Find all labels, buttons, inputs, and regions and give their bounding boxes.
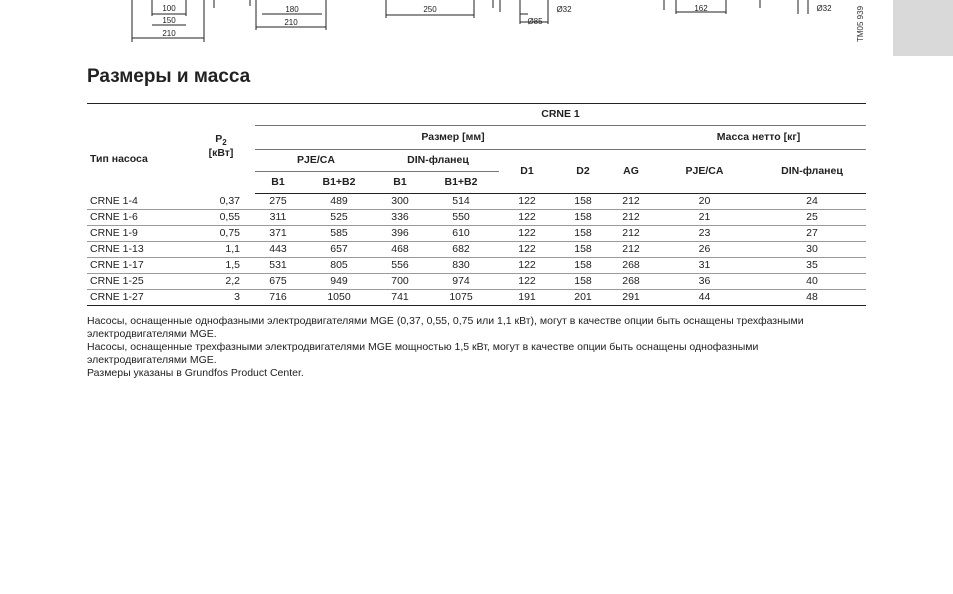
cell: 122 — [499, 194, 555, 210]
cell: 158 — [555, 242, 611, 258]
cell: 201 — [555, 290, 611, 306]
cell: 443 — [255, 242, 301, 258]
table-row — [87, 290, 866, 306]
cell: 268 — [611, 274, 651, 290]
pump-type: CRNE 1-13 — [87, 242, 187, 258]
footnotes — [87, 315, 857, 380]
pump-type: CRNE 1-25 — [87, 274, 187, 290]
col-p2: $P_2$ [кВт] — [208, 132, 234, 159]
cell: 830 — [423, 258, 499, 274]
cell: 36 — [651, 274, 758, 290]
p2-value: 3 — [187, 290, 255, 306]
cell: 212 — [611, 194, 651, 210]
cell: 30 — [758, 242, 866, 258]
cell: 291 — [611, 290, 651, 306]
cell: 158 — [555, 274, 611, 290]
cell: 675 — [255, 274, 301, 290]
cell: 1050 — [301, 290, 377, 306]
pump-type: CRNE 1-27 — [87, 290, 187, 306]
group-header: CRNE 1 — [255, 104, 866, 126]
table-row — [87, 210, 866, 226]
p2-value: 0,37 — [187, 194, 255, 210]
dim-label: 250 — [423, 5, 437, 14]
cell: 48 — [758, 290, 866, 306]
cell: 371 — [255, 226, 301, 242]
cell: 158 — [555, 210, 611, 226]
cell: 657 — [301, 242, 377, 258]
dim-label: Ø85 — [527, 17, 543, 26]
cell: 396 — [377, 226, 423, 242]
section-title: Размеры и масса — [87, 66, 251, 87]
dim-label: Ø32 — [816, 4, 832, 13]
cell: 531 — [255, 258, 301, 274]
col-din-b1b2: B1+B2 — [423, 172, 499, 194]
footnote: Размеры указаны в Grundfos Product Center. — [87, 367, 304, 379]
cell: 40 — [758, 274, 866, 290]
cell: 212 — [611, 210, 651, 226]
p2-value: 0,55 — [187, 210, 255, 226]
cell: 974 — [423, 274, 499, 290]
cell: 122 — [499, 274, 555, 290]
table-row — [87, 194, 866, 210]
page-tab-marker — [893, 0, 953, 56]
cell: 1075 — [423, 290, 499, 306]
cell: 716 — [255, 290, 301, 306]
p2-value: 1,5 — [187, 258, 255, 274]
cell: 212 — [611, 226, 651, 242]
cell: 122 — [499, 242, 555, 258]
dim-label: 150 — [162, 16, 176, 25]
cell: 489 — [301, 194, 377, 210]
col-d1: D1 — [499, 150, 555, 194]
din-flange-header: DIN-фланец — [377, 150, 499, 172]
table-row — [87, 258, 866, 274]
cell: 20 — [651, 194, 758, 210]
footnote: Насосы, оснащенные однофазными электродвигателями MGE (0,37, 0,55, 0,75 или 1,1 кВт), могут в качестве опции быть оснащены трехфазными электродвигателями MGE. — [87, 315, 804, 340]
cell: 468 — [377, 242, 423, 258]
dim-label: Ø32 — [556, 5, 572, 14]
pump-type: CRNE 1-9 — [87, 226, 187, 242]
cell: 158 — [555, 194, 611, 210]
col-mass-pje-ca: PJE/CA — [651, 150, 758, 194]
cell: 27 — [758, 226, 866, 242]
cell: 158 — [555, 258, 611, 274]
pje-ca-header: PJE/CA — [255, 150, 377, 172]
cell: 35 — [758, 258, 866, 274]
cell: 23 — [651, 226, 758, 242]
cell: 122 — [499, 258, 555, 274]
pump-type: CRNE 1-17 — [87, 258, 187, 274]
table-row — [87, 242, 866, 258]
pump-type: CRNE 1-6 — [87, 210, 187, 226]
dim-label: 180 — [285, 5, 299, 14]
p2-value: 1,1 — [187, 242, 255, 258]
cell: 682 — [423, 242, 499, 258]
p2-value: 0,75 — [187, 226, 255, 242]
cell: 21 — [651, 210, 758, 226]
cell: 25 — [758, 210, 866, 226]
cell: 805 — [301, 258, 377, 274]
cell: 268 — [611, 258, 651, 274]
col-ag: AG — [611, 150, 651, 194]
dim-label: 210 — [284, 18, 298, 27]
drawing-reference-code: TM05 939 — [856, 5, 865, 42]
cell: 24 — [758, 194, 866, 210]
col-pje-b1: B1 — [255, 172, 301, 194]
p2-value: 2,2 — [187, 274, 255, 290]
dim-label: 162 — [694, 4, 708, 13]
pump-type: CRNE 1-4 — [87, 194, 187, 210]
cell: 741 — [377, 290, 423, 306]
cell: 556 — [377, 258, 423, 274]
cell: 26 — [651, 242, 758, 258]
col-pje-b1b2: B1+B2 — [301, 172, 377, 194]
cell: 191 — [499, 290, 555, 306]
cell: 550 — [423, 210, 499, 226]
cell: 336 — [377, 210, 423, 226]
footnote: Насосы, оснащенные трехфазными электродвигателями MGE мощностью 1,5 кВт, могут в качестве опции быть оснащены однофазными электродвигателями MGE. — [87, 341, 759, 366]
cell: 585 — [301, 226, 377, 242]
cell: 525 — [301, 210, 377, 226]
cell: 44 — [651, 290, 758, 306]
cell: 514 — [423, 194, 499, 210]
mass-group-header: Масса нетто [кг] — [651, 126, 866, 150]
col-pump-type: Тип насоса — [90, 153, 148, 165]
table-row — [87, 274, 866, 290]
col-d2: D2 — [555, 150, 611, 194]
cell: 31 — [651, 258, 758, 274]
size-group-header: Размер [мм] — [255, 126, 651, 150]
cell: 122 — [499, 210, 555, 226]
dim-label: 100 — [162, 4, 176, 13]
cell: 158 — [555, 226, 611, 242]
col-mass-din: DIN-фланец — [758, 150, 866, 194]
table-row — [87, 226, 866, 242]
col-din-b1: B1 — [377, 172, 423, 194]
dimension-drawing — [0, 0, 953, 50]
cell: 300 — [377, 194, 423, 210]
cell: 122 — [499, 226, 555, 242]
dim-label: 210 — [162, 29, 176, 38]
cell: 949 — [301, 274, 377, 290]
cell: 311 — [255, 210, 301, 226]
dimensions-mass-table — [87, 103, 866, 306]
cell: 275 — [255, 194, 301, 210]
cell: 700 — [377, 274, 423, 290]
cell: 212 — [611, 242, 651, 258]
cell: 610 — [423, 226, 499, 242]
